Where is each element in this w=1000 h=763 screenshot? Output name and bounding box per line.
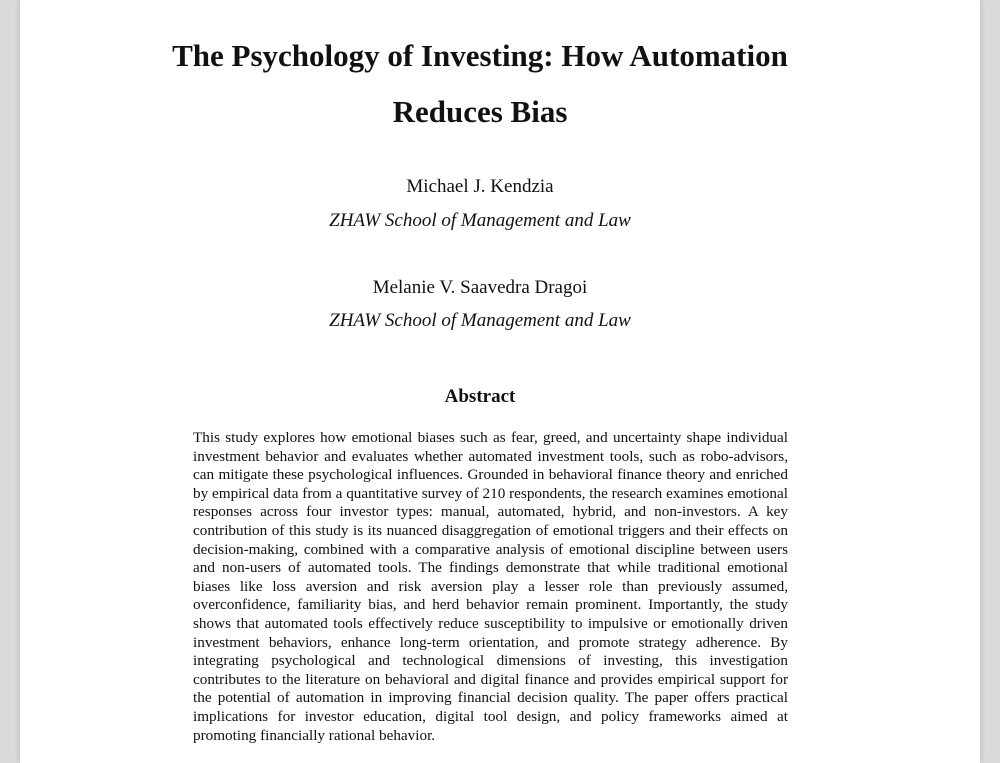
paper-title-line-1: The Psychology of Investing: How Automation <box>172 38 788 73</box>
author-1-affiliation: ZHAW School of Management and Law <box>329 210 631 231</box>
abstract-text: This study explores how emotional biases such as fear, greed, and uncertainty shape individual investment behavior and evaluates whether automated investment tools, such as robo-advisors, can mitigate these psychological influences. Grounded in behavioral finance theory and enriched by empirical data from a quantitative survey of 210 respondents, the research examines emotional responses across four investor types: manual, automated, hybrid, and non-investors. A key contribution of this study is its nuanced disaggregation of emotional triggers and their effects on decision-making, combined with a comparative analysis of emotional discipline between users and non-users of automated tools. The findings demonstrate that while traditional emotional biases like loss aversion and risk aversion play a lesser role than previously assumed, overconfidence, familiarity bias, and herd behavior remain prominent. Importantly, the study shows that automated tools effectively reduce susceptibility to impulsive or emotionally driven investment behaviors, enhance long-term orientation, and promote strategy adherence. By integrating psychological and technological dimensions of investing, this investigation contributes to the literature on behavioral and digital finance and provides empirical support for the potential of automation in improving financial decision quality. The paper offers practical implications for investor education, digital tool design, and policy frameworks aimed at promoting financially rational behavior. <box>193 429 788 744</box>
author-2-affiliation: ZHAW School of Management and Law <box>329 310 631 331</box>
paper-title <box>0 28 980 140</box>
author-2-name: Melanie V. Saavedra Dragoi <box>372 277 588 298</box>
abstract-heading: Abstract <box>444 386 516 407</box>
paper-title-line-2: Reduces Bias <box>392 94 568 129</box>
author-1-name: Michael J. Kendzia <box>406 176 554 197</box>
